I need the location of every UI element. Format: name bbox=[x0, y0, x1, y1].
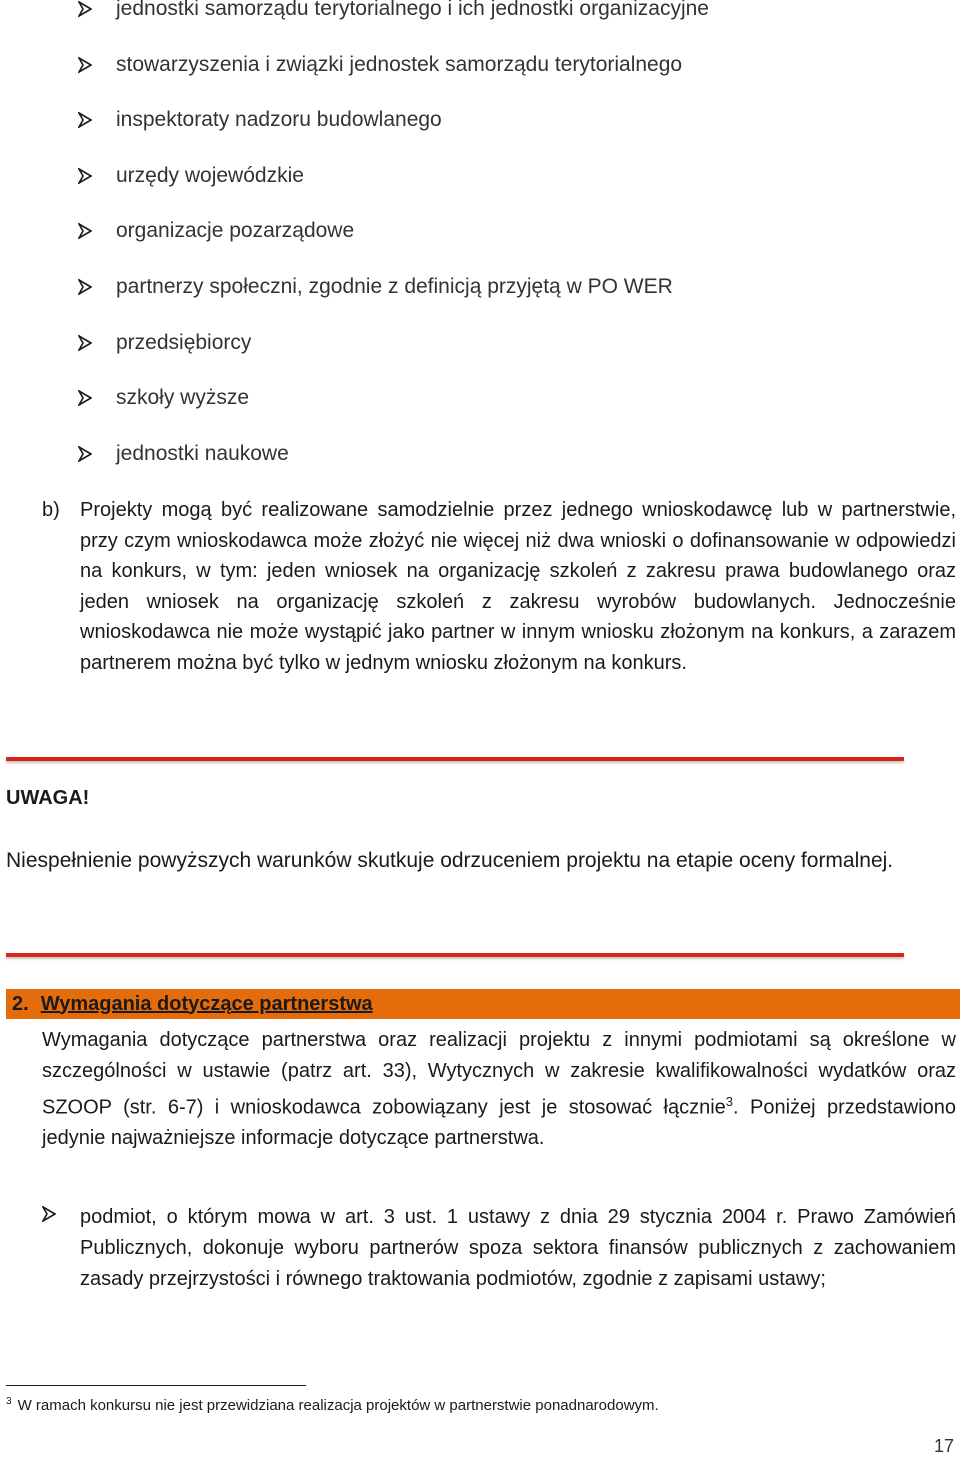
arrowhead-bullet-icon bbox=[42, 1206, 56, 1227]
footnote-text: W ramach konkursu nie jest przewidziana realizacja projektów w partnerstwie ponadnarodowym. bbox=[17, 1397, 659, 1414]
arrowhead-bullet-icon bbox=[78, 279, 116, 295]
point-b-paragraph: Projekty mogą być realizowane samodzielnie przez jednego wnioskodawcę lub w partnerstwie, przy czym wnioskodawca może złożyć nie więcej niż dwa wnioski o dofinansowanie w odpowiedzi na konkurs, w tym: jeden wniosek na organizację szkoleń z zakresu prawa budowlanego oraz jeden wniosek na organizację szkoleń z zakresu wyrobów budowlanych. Jednocześnie wnioskodawca nie może wystąpić jako partner w innym wniosku złożonym na konkurs, a zarazem partnerem można być tylko w jednym wniosku złożonym na konkurs. bbox=[80, 499, 956, 674]
section-heading bbox=[6, 989, 960, 1019]
list-item bbox=[78, 216, 354, 246]
notice-text: Niespełnienie powyższych warunków skutkuje odrzuceniem projektu na etapie oceny formalnej. bbox=[6, 849, 894, 872]
list-item-text: partnerzy społeczni, zgodnie z definicją przyjętą w PO WER bbox=[116, 275, 673, 298]
list-item-text: urzędy wojewódzkie bbox=[116, 164, 304, 187]
list-item-text: szkoły wyższe bbox=[116, 386, 250, 409]
point-b-letter: b) bbox=[42, 499, 60, 521]
list-item bbox=[78, 105, 442, 135]
list-item-text: organizacje pozarządowe bbox=[116, 219, 355, 242]
list-item-text: stowarzyszenia i związki jednostek samorządu terytorialnego bbox=[116, 53, 683, 76]
section-title: Wymagania dotyczące partnerstwa bbox=[40, 992, 373, 1015]
arrowhead-bullet-icon bbox=[78, 112, 116, 128]
notice-title: UWAGA! bbox=[6, 787, 90, 809]
list-item-text: jednostki naukowe bbox=[116, 442, 289, 465]
notice-top-divider bbox=[6, 757, 904, 761]
arrowhead-bullet-icon bbox=[78, 57, 116, 73]
list-item bbox=[78, 161, 304, 191]
list-item bbox=[78, 383, 249, 413]
list-item bbox=[78, 328, 251, 358]
section-paragraph-text: Wymagania dotyczące partnerstwa oraz realizacji projektu z innymi podmiotami są określone w szczególności w ustawie (patrz art. 33), Wytycznych w zakresie kwalifikowalności wydatków oraz SZOOP (str. 6-7) i wnioskodawca zobowiązany jest je stosować łącznie bbox=[42, 1029, 956, 1119]
section-paragraph-text-continued: . Poniżej przedstawiono jedynie najważniejsze informacje dotyczące partnerstwa. bbox=[42, 1096, 956, 1150]
section-number: 2. bbox=[12, 992, 29, 1015]
footnote-separator bbox=[6, 1385, 306, 1386]
footnote bbox=[6, 1396, 659, 1414]
arrowhead-bullet-icon bbox=[78, 390, 116, 406]
arrowhead-bullet-icon bbox=[78, 223, 116, 239]
list-item-text: inspektoraty nadzoru budowlanego bbox=[116, 108, 442, 131]
arrowhead-bullet-icon bbox=[78, 335, 116, 351]
footnote-reference[interactable]: 3 bbox=[725, 1093, 734, 1109]
arrowhead-bullet-icon bbox=[78, 1, 116, 17]
section-paragraph bbox=[42, 1025, 956, 1154]
page-number: 17 bbox=[933, 1436, 954, 1456]
footnote-number: 3 bbox=[6, 1396, 12, 1407]
notice-bottom-divider bbox=[6, 953, 904, 957]
arrowhead-bullet-icon bbox=[78, 446, 116, 462]
partner-selection-bullet: podmiot, o którym mowa w art. 3 ust. 1 ustawy z dnia 29 stycznia 2004 r. Prawo Zamówień Publicznych, dokonuje wyboru partnerów spoza sektora finansów publicznych z zachowaniem zasady przejrzystości i równego traktowania podmiotów, zgodnie z zapisami ustawy; bbox=[80, 1206, 956, 1290]
list-item bbox=[78, 272, 673, 302]
list-item bbox=[78, 50, 682, 80]
list-item-text: przedsiębiorcy bbox=[116, 331, 252, 354]
list-item bbox=[78, 439, 289, 469]
arrowhead-bullet-icon bbox=[78, 168, 116, 184]
list-item-text: jednostki samorządu terytorialnego i ich jednostki organizacyjne bbox=[116, 0, 709, 20]
list-item bbox=[78, 0, 709, 24]
